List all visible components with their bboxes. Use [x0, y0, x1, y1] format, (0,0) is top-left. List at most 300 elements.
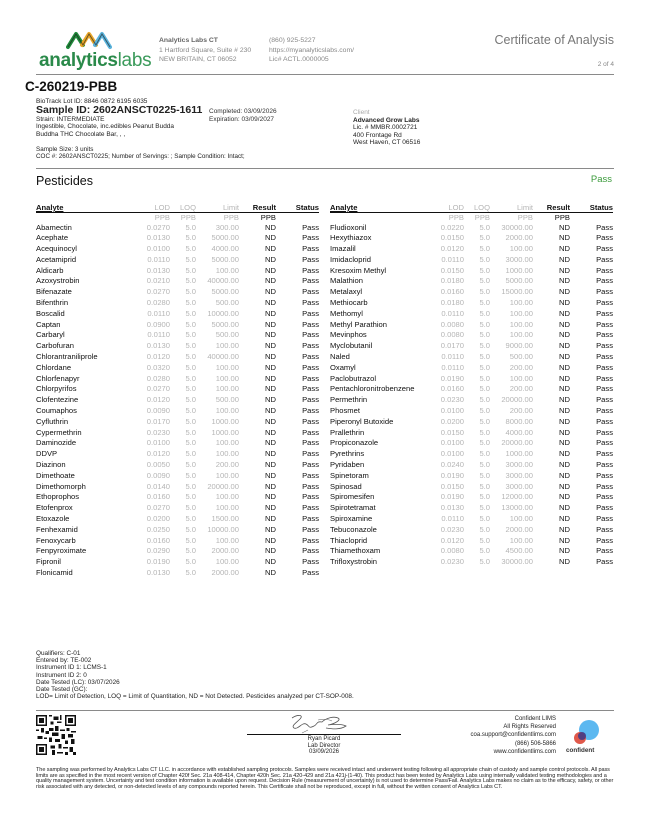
logo-wave-icon: [66, 30, 112, 50]
qr-code-icon[interactable]: [36, 715, 76, 755]
strain: Strain: INTERMEDIATE: [36, 116, 105, 124]
lod-value: 0.0110: [147, 308, 170, 318]
limit-value: 100.00: [215, 557, 239, 567]
loq-value: 5.0: [185, 427, 196, 437]
result-value: ND: [265, 254, 276, 264]
status-value: Pass: [596, 557, 613, 567]
status-value: Pass: [596, 276, 613, 286]
sample-dates: [209, 108, 277, 124]
signer-name: Ryan Picard: [307, 736, 341, 742]
result-value: ND: [265, 287, 276, 297]
result-value: ND: [559, 244, 570, 254]
loq-value: 5.0: [479, 546, 490, 556]
limit-value: 100.00: [509, 535, 533, 545]
limit-value: 3000.00: [505, 481, 533, 491]
limit-value: 300.00: [215, 222, 239, 232]
page-indicator: 2 of 4: [597, 61, 614, 68]
loq-value: 5.0: [479, 438, 490, 448]
result-value: ND: [559, 470, 570, 480]
analyte-name: Malathion: [330, 276, 363, 286]
result-value: ND: [265, 492, 276, 502]
status-value: Pass: [302, 524, 319, 534]
limit-value: 5000.00: [211, 319, 239, 329]
limit-value: 5000.00: [211, 287, 239, 297]
table-row: [36, 363, 319, 374]
status-value: Pass: [302, 362, 319, 372]
lod-value: 0.0130: [146, 341, 170, 351]
analyte-name: Acequinocyl: [36, 244, 77, 254]
status-value: Pass: [302, 384, 319, 394]
lod-value: 0.0270: [146, 384, 170, 394]
loq-value: 5.0: [479, 352, 490, 362]
product-description-line-1: Ingestible, Chocolate, inc.edibles Peanut Budda: [36, 123, 175, 131]
header-analyte: Analyte: [330, 203, 358, 212]
result-value: ND: [559, 503, 570, 513]
unit-result: PPB: [260, 213, 276, 222]
header-status: Status: [589, 203, 613, 212]
status-value: Pass: [596, 254, 613, 264]
table-row: [36, 503, 319, 514]
lod-value: 0.0080: [440, 319, 464, 329]
loq-value: 5.0: [479, 460, 490, 470]
analyte-name: Acetamiprid: [36, 254, 77, 264]
analyte-name: Imidacloprid: [330, 254, 371, 264]
loq-value: 5.0: [185, 222, 196, 232]
limit-value: 5000.00: [211, 233, 239, 243]
lod-value: 0.0120: [146, 395, 170, 405]
result-value: ND: [559, 222, 570, 232]
lod-value: 0.0120: [146, 449, 170, 459]
lab-license: Lic# ACTL.0000005: [269, 56, 329, 63]
loq-value: 5.0: [185, 470, 196, 480]
limit-value: 100.00: [215, 449, 239, 459]
client-label: Client: [353, 109, 370, 116]
lab-website-link[interactable]: https://myanalyticslabs.com/: [269, 46, 354, 54]
status-value: Pass: [596, 308, 613, 318]
table-row: [330, 223, 613, 234]
result-value: ND: [265, 460, 276, 470]
status-value: Pass: [302, 557, 319, 567]
table-row: [330, 546, 613, 557]
analyte-name: Naled: [330, 352, 350, 362]
result-value: ND: [265, 438, 276, 448]
status-value: Pass: [302, 427, 319, 437]
loq-value: 5.0: [479, 319, 490, 329]
table-row: [36, 287, 319, 298]
table-row: [36, 233, 319, 244]
analyte-name: Flonicamid: [36, 568, 73, 577]
lod-value: 0.0210: [146, 276, 170, 286]
table-row: [330, 460, 613, 471]
result-value: ND: [559, 492, 570, 502]
status-value: Pass: [596, 546, 613, 556]
lod-value: 0.0100: [146, 244, 170, 254]
limit-value: 100.00: [215, 438, 239, 448]
analyte-name: Chlordane: [36, 362, 72, 372]
lod-value: 0.0150: [440, 481, 464, 491]
loq-value: 5.0: [479, 265, 490, 275]
analyte-name: Abamectin: [36, 222, 72, 232]
unit-lod: PPB: [154, 213, 170, 222]
table-row: [36, 568, 319, 579]
limit-value: 8000.00: [505, 416, 533, 426]
lod-value: 0.0200: [440, 416, 464, 426]
loq-value: 5.0: [185, 416, 196, 426]
signature-date: 03/09/2026: [308, 749, 340, 756]
loq-value: 5.0: [185, 308, 196, 318]
table-units-row: [330, 213, 613, 223]
analyte-name: Etoxazole: [36, 514, 70, 524]
table-row: [36, 449, 319, 460]
analyte-name: Boscalid: [36, 308, 65, 318]
table-row: [330, 514, 613, 525]
table-row: [330, 406, 613, 417]
result-value: ND: [559, 449, 570, 459]
header-result: Result: [252, 203, 276, 212]
limit-value: 3000.00: [505, 470, 533, 480]
table-row: [330, 341, 613, 352]
loq-value: 5.0: [479, 308, 490, 318]
loq-value: 5.0: [479, 395, 490, 405]
limit-value: 100.00: [509, 373, 533, 383]
status-value: Pass: [596, 427, 613, 437]
loq-value: 5.0: [185, 535, 196, 545]
loq-value: 5.0: [185, 265, 196, 275]
lod-value: 0.0130: [146, 233, 170, 243]
limit-value: 40000.00: [207, 276, 239, 286]
header-status: Status: [295, 203, 319, 212]
lod-value: 0.0270: [146, 222, 170, 232]
lod-value: 0.0120: [440, 535, 464, 545]
table-row: [36, 428, 319, 439]
lod-value: 0.0120: [146, 352, 170, 362]
lod-value: 0.0110: [147, 254, 170, 264]
confident-logo-text: confident: [566, 747, 595, 754]
analyte-name: Captan: [36, 319, 61, 329]
lod-value: 0.0170: [146, 416, 170, 426]
status-value: Pass: [302, 373, 319, 383]
status-value: Pass: [302, 568, 319, 577]
loq-value: 5.0: [185, 492, 196, 502]
status-value: Pass: [302, 265, 319, 275]
status-value: Pass: [302, 254, 319, 264]
analytics-labs-logo: [36, 28, 152, 72]
analyte-name: Myclobutanil: [330, 341, 373, 351]
analyte-name: Kresoxim Methyl: [330, 265, 387, 275]
limit-value: 13000.00: [501, 503, 533, 513]
loq-value: 5.0: [479, 244, 490, 254]
date-tested-gc: Date Tested (GC):: [36, 686, 88, 694]
table-row: [330, 374, 613, 385]
lod-value: 0.0190: [440, 492, 464, 502]
pesticides-table-right: [330, 203, 613, 568]
lims-website-link[interactable]: www.confidentlims.com: [493, 748, 556, 755]
table-row: [330, 471, 613, 482]
loq-value: 5.0: [479, 373, 490, 383]
lab-address-line-2: NEW BRITAIN, CT 06052: [159, 56, 237, 63]
result-value: ND: [265, 373, 276, 383]
analyte-name: Carbofuran: [36, 341, 74, 351]
table-row: [36, 525, 319, 536]
table-body-left: [36, 223, 319, 579]
lod-value: 0.0230: [146, 427, 170, 437]
result-value: ND: [559, 330, 570, 340]
table-row: [330, 363, 613, 374]
loq-value: 5.0: [479, 481, 490, 491]
completed-date: Completed: 03/09/2026: [209, 108, 277, 115]
header-limit: Limit: [222, 203, 239, 212]
result-value: ND: [265, 276, 276, 286]
logo-text-bold: analytics: [39, 50, 118, 71]
lod-value: 0.0290: [146, 546, 170, 556]
result-value: ND: [265, 298, 276, 308]
result-value: ND: [265, 514, 276, 524]
limit-value: 15000.00: [501, 287, 533, 297]
result-value: ND: [559, 287, 570, 297]
limit-value: 200.00: [509, 384, 533, 394]
lab-contact: [269, 36, 354, 65]
result-value: ND: [559, 557, 570, 567]
loq-value: 5.0: [185, 233, 196, 243]
analyte-name: Paclobutrazol: [330, 373, 377, 383]
analyte-name: Spirotetramat: [330, 503, 376, 513]
result-value: ND: [559, 460, 570, 470]
lod-value: 0.0160: [440, 287, 464, 297]
table-row: [36, 482, 319, 493]
table-row: [330, 503, 613, 514]
lims-name: Confident LIMS: [514, 716, 556, 722]
status-value: Pass: [302, 546, 319, 556]
table-row: [330, 438, 613, 449]
unit-limit: PPB: [517, 213, 533, 222]
table-row: [330, 557, 613, 568]
analyte-name: Fenoxycarb: [36, 535, 76, 545]
result-value: ND: [559, 265, 570, 275]
status-value: Pass: [596, 535, 613, 545]
limit-value: 4000.00: [211, 244, 239, 254]
client-license: Lic. # MMBR.0002721: [353, 124, 418, 131]
table-row: [36, 374, 319, 385]
status-value: Pass: [596, 330, 613, 340]
analyte-name: Chlorpyrifos: [36, 384, 77, 394]
loq-value: 5.0: [185, 254, 196, 264]
loq-value: 5.0: [479, 287, 490, 297]
limit-value: 3000.00: [505, 254, 533, 264]
status-value: Pass: [596, 460, 613, 470]
unit-status: [570, 213, 613, 223]
table-row: [330, 233, 613, 244]
logo-wordmark: [39, 50, 151, 72]
lod-value: 0.0190: [440, 470, 464, 480]
table-row: [330, 492, 613, 503]
lod-value: 0.0160: [440, 384, 464, 394]
limit-value: 100.00: [509, 319, 533, 329]
limit-value: 9000.00: [505, 341, 533, 351]
limit-value: 40000.00: [207, 352, 239, 362]
table-row: [36, 536, 319, 547]
lod-value: 0.0120: [440, 244, 464, 254]
unit-limit: PPB: [223, 213, 239, 222]
result-value: ND: [559, 254, 570, 264]
table-row: [36, 276, 319, 287]
table-row: [36, 514, 319, 525]
lod-value: 0.0110: [441, 308, 464, 318]
loq-value: 5.0: [185, 352, 196, 362]
result-value: ND: [559, 308, 570, 318]
result-value: ND: [265, 222, 276, 232]
lod-value: 0.0080: [440, 330, 464, 340]
header-result: Result: [546, 203, 570, 212]
limit-value: 100.00: [215, 535, 239, 545]
biotrack-lot-id: BioTrack Lot ID: 8846 0872 6195 6035: [36, 98, 148, 105]
limit-value: 100.00: [509, 330, 533, 340]
limit-value: 200.00: [509, 406, 533, 416]
table-row: [36, 223, 319, 234]
result-value: ND: [559, 427, 570, 437]
document-title: Certificate of Analysis: [494, 33, 614, 47]
analyte-name: Carbaryl: [36, 330, 65, 340]
loq-value: 5.0: [479, 222, 490, 232]
loq-value: 5.0: [479, 254, 490, 264]
result-value: ND: [265, 427, 276, 437]
header-loq: LOQ: [473, 203, 490, 212]
table-units-row: [36, 213, 319, 223]
limit-value: 1000.00: [505, 265, 533, 275]
lod-value: 0.0200: [146, 514, 170, 524]
lod-value: 0.0100: [146, 438, 170, 448]
loq-value: 5.0: [479, 514, 490, 524]
loq-value: 5.0: [479, 524, 490, 534]
result-value: ND: [559, 546, 570, 556]
lims-rights: All Rights Reserved: [503, 724, 556, 731]
unit-result: PPB: [554, 213, 570, 222]
section-divider: [36, 168, 614, 169]
table-row: [330, 525, 613, 536]
table-row: [330, 266, 613, 277]
table-row: [36, 266, 319, 277]
loq-value: 5.0: [479, 470, 490, 480]
unit-loq: PPB: [474, 213, 490, 222]
loq-value: 5.0: [479, 503, 490, 513]
table-row: [36, 557, 319, 568]
analyte-name: Spinosad: [330, 481, 362, 491]
table-row: [330, 536, 613, 547]
lod-value: 0.0280: [146, 373, 170, 383]
table-row: [36, 417, 319, 428]
status-value: Pass: [302, 244, 319, 254]
result-value: ND: [265, 244, 276, 254]
status-value: Pass: [302, 308, 319, 318]
sample-id: Sample ID: 2602ANSCT0225-1611: [36, 104, 203, 117]
analyte-name: Spiroxamine: [330, 514, 373, 524]
status-value: Pass: [596, 449, 613, 459]
loq-value: 5.0: [185, 406, 196, 416]
result-value: ND: [265, 470, 276, 480]
loq-value: 5.0: [185, 362, 196, 372]
lod-value: 0.0110: [441, 514, 464, 524]
status-value: Pass: [302, 470, 319, 480]
result-value: ND: [559, 535, 570, 545]
analyte-name: Chlorantraniliprole: [36, 352, 98, 362]
lod-value: 0.0280: [146, 298, 170, 308]
result-value: ND: [265, 384, 276, 394]
status-value: Pass: [596, 384, 613, 394]
loq-value: 5.0: [479, 384, 490, 394]
analyte-name: Thiacloprid: [330, 535, 368, 545]
result-value: ND: [265, 546, 276, 556]
status-value: Pass: [302, 438, 319, 448]
analyte-name: Bifenazate: [36, 287, 72, 297]
lod-value: 0.0130: [440, 503, 464, 513]
logo-text-light: labs: [117, 50, 152, 71]
analyte-name: Hexythiazox: [330, 233, 372, 243]
status-value: Pass: [596, 524, 613, 534]
lims-email-link[interactable]: coa.support@confidentlims.com: [470, 732, 556, 739]
result-value: ND: [265, 535, 276, 545]
table-row: [36, 492, 319, 503]
status-value: Pass: [302, 503, 319, 513]
table-row: [36, 438, 319, 449]
status-value: Pass: [596, 503, 613, 513]
analyte-name: Imazalil: [330, 244, 356, 254]
result-value: ND: [559, 319, 570, 329]
status-value: Pass: [596, 222, 613, 232]
lod-value: 0.0110: [441, 352, 464, 362]
sample-code: C-260219-PBB: [25, 79, 118, 94]
result-value: ND: [265, 503, 276, 513]
table-row: [330, 320, 613, 331]
analyte-name: Cypermethrin: [36, 427, 82, 437]
table-row: [36, 244, 319, 255]
date-tested-lc: Date Tested (LC): 03/07/2026: [36, 678, 120, 686]
lod-value: 0.0180: [440, 276, 464, 286]
status-value: Pass: [302, 535, 319, 545]
table-row: [36, 309, 319, 320]
status-value: Pass: [596, 470, 613, 480]
lod-value: 0.0180: [440, 298, 464, 308]
result-value: ND: [265, 330, 276, 340]
status-value: Pass: [302, 319, 319, 329]
limit-value: 2000.00: [211, 568, 239, 577]
header-limit: Limit: [516, 203, 533, 212]
table-row: [36, 471, 319, 482]
result-value: ND: [559, 406, 570, 416]
analyte-name: Trifloxystrobin: [330, 557, 377, 567]
lod-value: 0.0110: [441, 254, 464, 264]
status-value: Pass: [302, 514, 319, 524]
result-value: ND: [559, 373, 570, 383]
limit-value: 10000.00: [207, 308, 239, 318]
analyte-name: Diazinon: [36, 460, 66, 470]
loq-value: 5.0: [185, 449, 196, 459]
lab-phone: (860) 925-5227: [269, 37, 316, 44]
result-value: ND: [265, 406, 276, 416]
status-value: Pass: [302, 449, 319, 459]
result-value: ND: [265, 568, 276, 577]
analyte-name: Thiamethoxam: [330, 546, 381, 556]
limit-value: 100.00: [215, 503, 239, 513]
analyte-name: Azoxystrobin: [36, 276, 80, 286]
table-row: [36, 320, 319, 331]
client-address-line-1: 400 Frontage Rd: [353, 131, 402, 139]
lod-value: 0.0050: [146, 460, 170, 470]
loq-value: 5.0: [185, 438, 196, 448]
lab-name: Analytics Labs CT: [159, 37, 218, 44]
limit-value: 10000.00: [207, 524, 239, 534]
loq-value: 5.0: [185, 287, 196, 297]
qualifiers-block: [36, 650, 354, 700]
analyte-name: Pentachloronitrobenzene: [330, 384, 415, 394]
